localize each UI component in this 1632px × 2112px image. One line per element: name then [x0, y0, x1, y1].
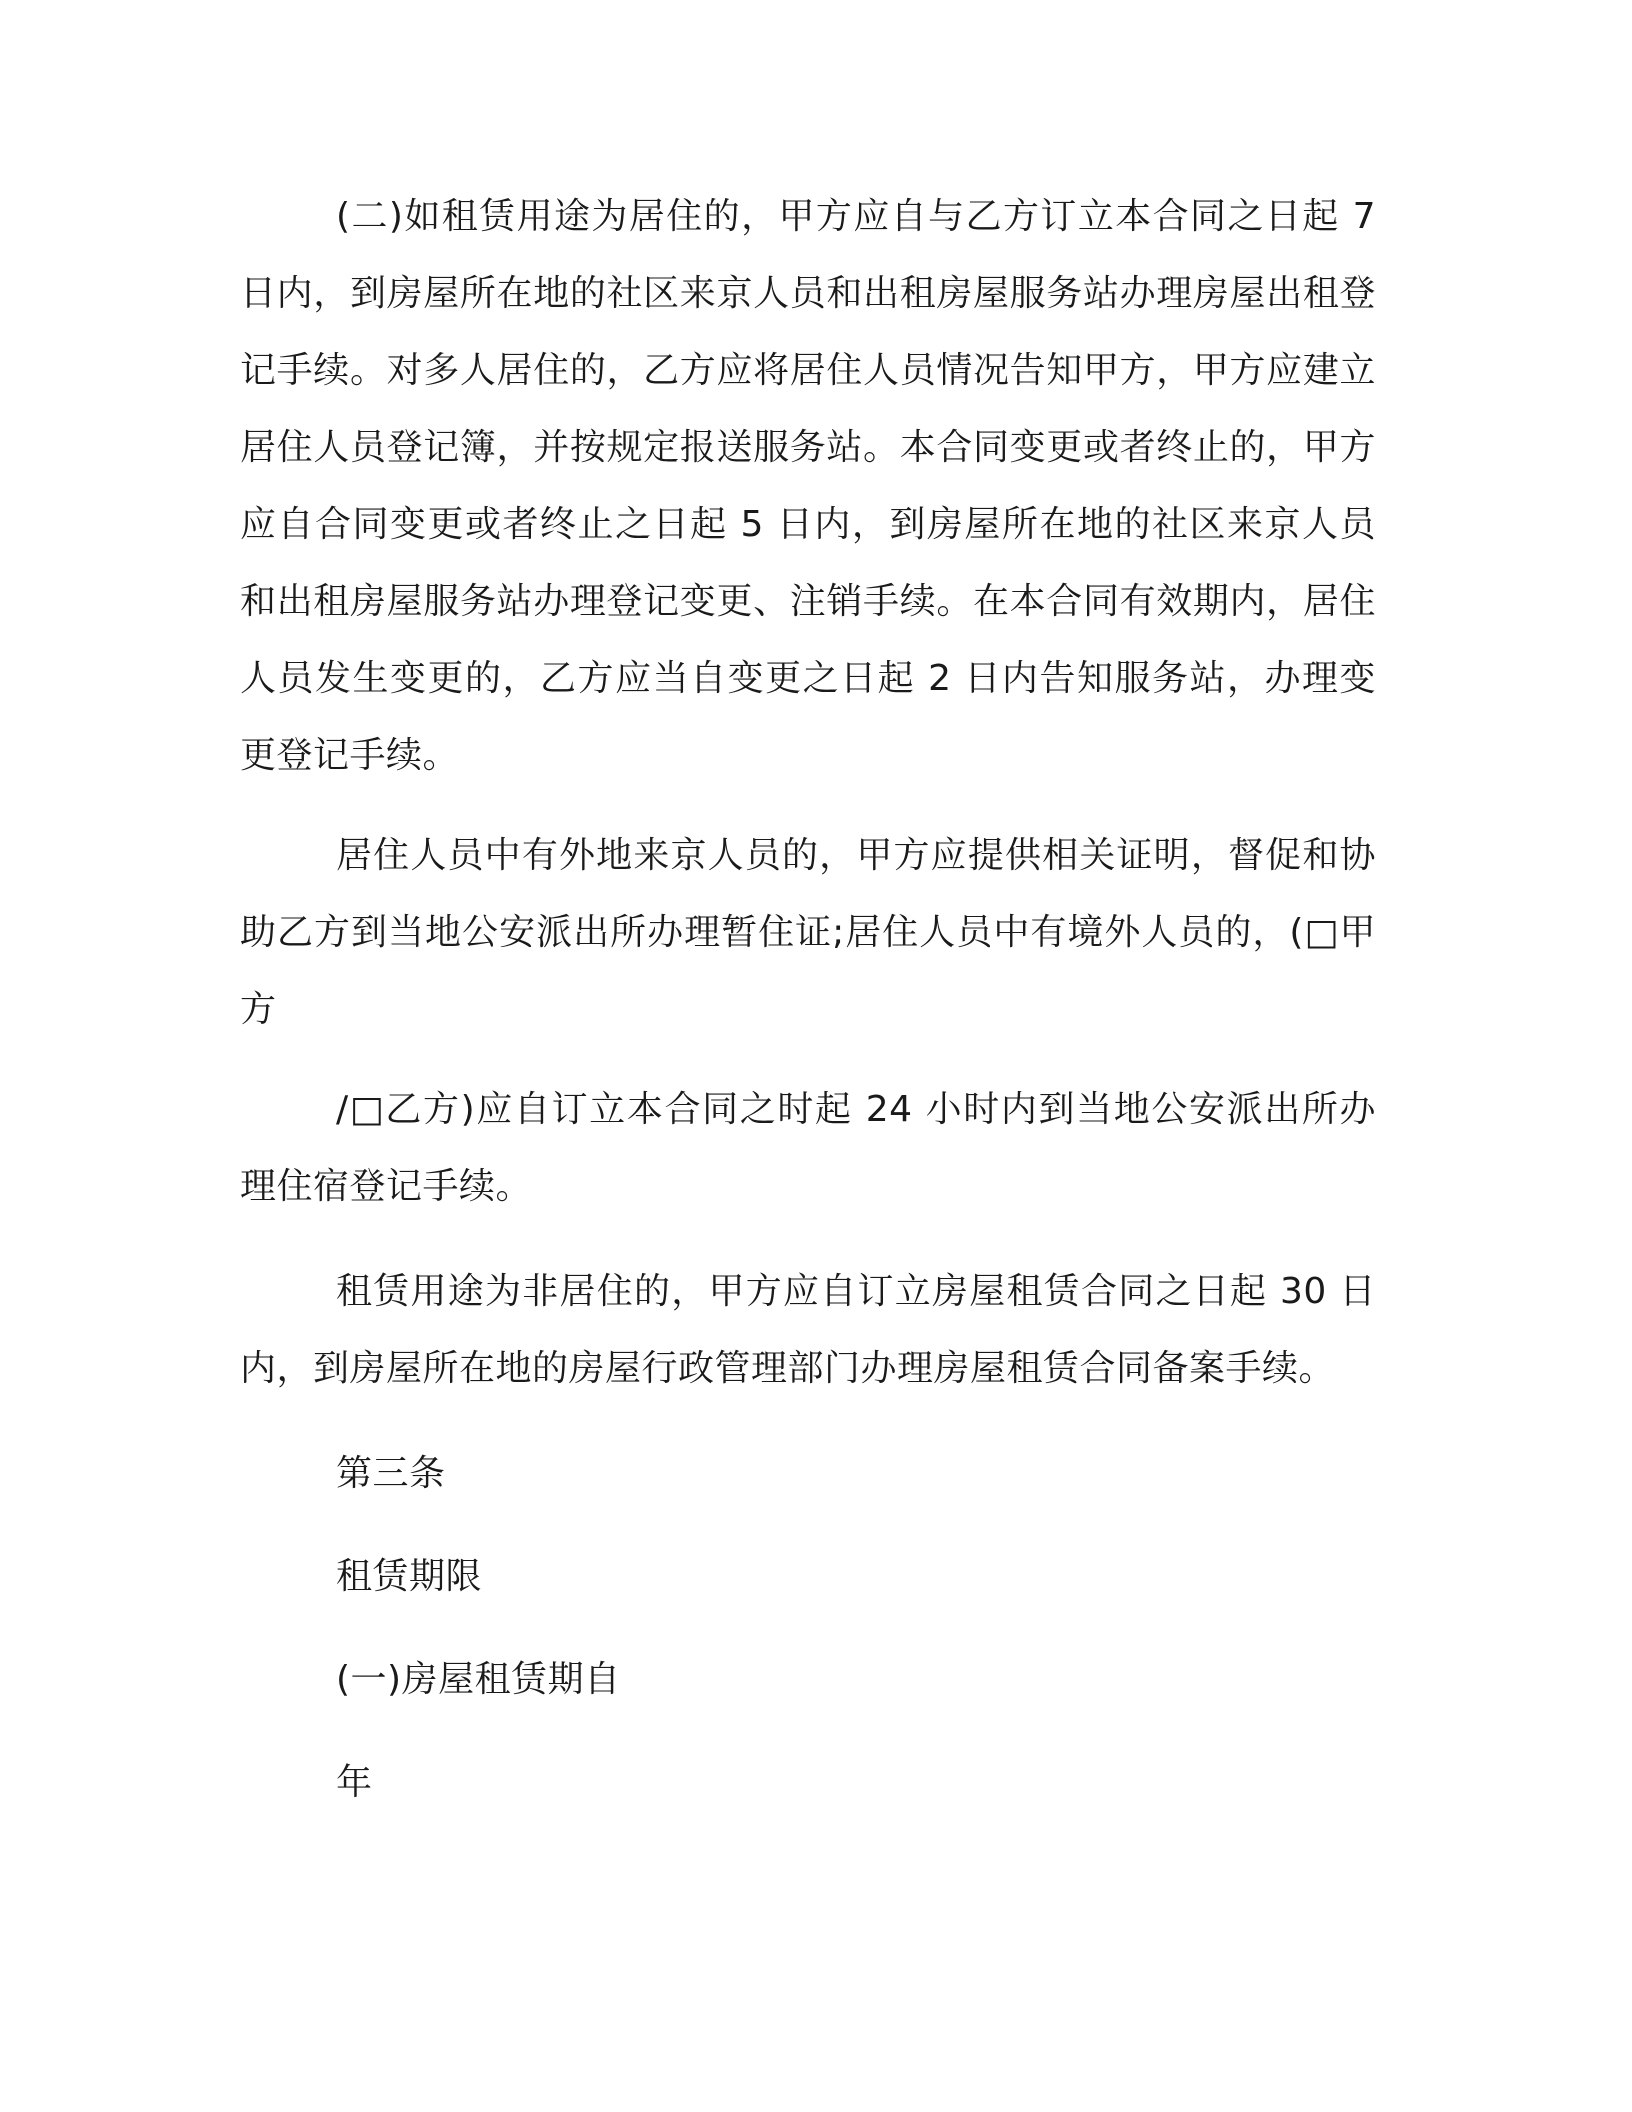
year-label: 年 [336, 1762, 373, 1803]
article-title: 租赁期限 [336, 1556, 483, 1597]
article-number: 第三条 [336, 1453, 446, 1494]
paragraph-non-local-residents: 居住人员中有外地来京人员的，甲方应提供相关证明，督促和协助乙方到当地公安派出所办理暂住证;居住人员中有境外人员的，(□甲方 [240, 835, 1376, 1030]
paragraph-residential-registration: (二)如租赁用途为居住的，甲方应自与乙方订立本合同之日起 7 日内，到房屋所在地的社区来京人员和出租房屋服务站办理房屋出租登记手续。对多人居住的，乙方应将居住人员情况告知甲方，甲方应建立居住人员登记簿，并按规定报送服务站。本合同变更或者终止的，甲方应自合同变更或者终止之日起 5 日内，到房屋所在地的社区来京人员和出租房屋服务站办理登记变更、注销手续。在本合同有效期内，居住人员发生变更的，乙方应当自变更之日起 2 日内告知服务站，办理变更登记手续。 [240, 196, 1376, 776]
clause-lease-period: (一)房屋租赁期自 [336, 1659, 621, 1700]
paragraph-non-residential-filing: 租赁用途为非居住的，甲方应自订立房屋租赁合同之日起 30 日内，到房屋所在地的房屋行政管理部门办理房屋租赁合同备案手续。 [240, 1271, 1376, 1389]
paragraph-accommodation-registration: /□乙方)应自订立本合同之时起 24 小时内到当地公安派出所办理住宿登记手续。 [240, 1089, 1376, 1207]
